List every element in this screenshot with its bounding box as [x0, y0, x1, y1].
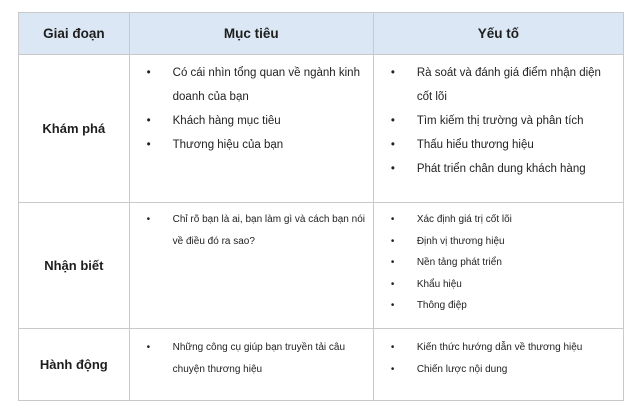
table-row: [19, 55, 623, 203]
header-factors: Yếu tố: [477, 26, 520, 41]
factors-cell: [374, 329, 623, 400]
header-stage: Giai đoạn: [19, 13, 130, 54]
list-item: • Thương hiệu của bạn: [130, 133, 373, 157]
goals-cell: [130, 55, 374, 202]
list-item: • Thấu hiểu thương hiệu: [374, 133, 623, 157]
list-item: • Có cái nhìn tổng quan về ngành kinh doanh của bạn: [130, 61, 373, 109]
list-item: • Chiến lược nội dung: [374, 359, 623, 381]
list-item: • Chỉ rõ bạn là ai, bạn làm gì và cách bạn nói về điều đó ra sao?: [130, 209, 373, 252]
stage-cell: Hành động: [19, 329, 130, 400]
list-item: • Rà soát và đánh giá điểm nhận diện cốt lõi: [374, 61, 623, 109]
list-item: • Định vị thương hiệu: [374, 231, 623, 253]
list-item: • Xác định giá trị cốt lõi: [374, 209, 623, 231]
table-header-row: [19, 13, 623, 55]
table-row: [19, 203, 623, 329]
list-item: • Khách hàng mục tiêu: [130, 109, 373, 133]
factors-cell: [374, 203, 623, 328]
header-goals: Mục tiêu: [130, 13, 374, 54]
goals-cell: [130, 329, 374, 400]
list-item: • Kiến thức hướng dẫn về thương hiệu: [374, 337, 623, 359]
list-item: • Thông điệp: [374, 295, 623, 317]
list-item: • Khẩu hiệu: [374, 274, 623, 296]
brand-strategy-table: [18, 12, 624, 401]
table-row: [19, 329, 623, 400]
factors-cell: [374, 55, 623, 202]
list-item: • Tìm kiếm thị trường và phân tích: [374, 109, 623, 133]
list-item: • Những công cụ giúp bạn truyền tải câu chuyện thương hiệu: [130, 337, 373, 380]
stage-cell: Khám phá: [19, 55, 130, 202]
goals-cell: [130, 203, 374, 328]
list-item: • Nền tảng phát triển: [374, 252, 623, 274]
stage-cell: Nhận biết: [19, 203, 130, 328]
list-item: • Phát triển chân dung khách hàng: [374, 157, 623, 181]
